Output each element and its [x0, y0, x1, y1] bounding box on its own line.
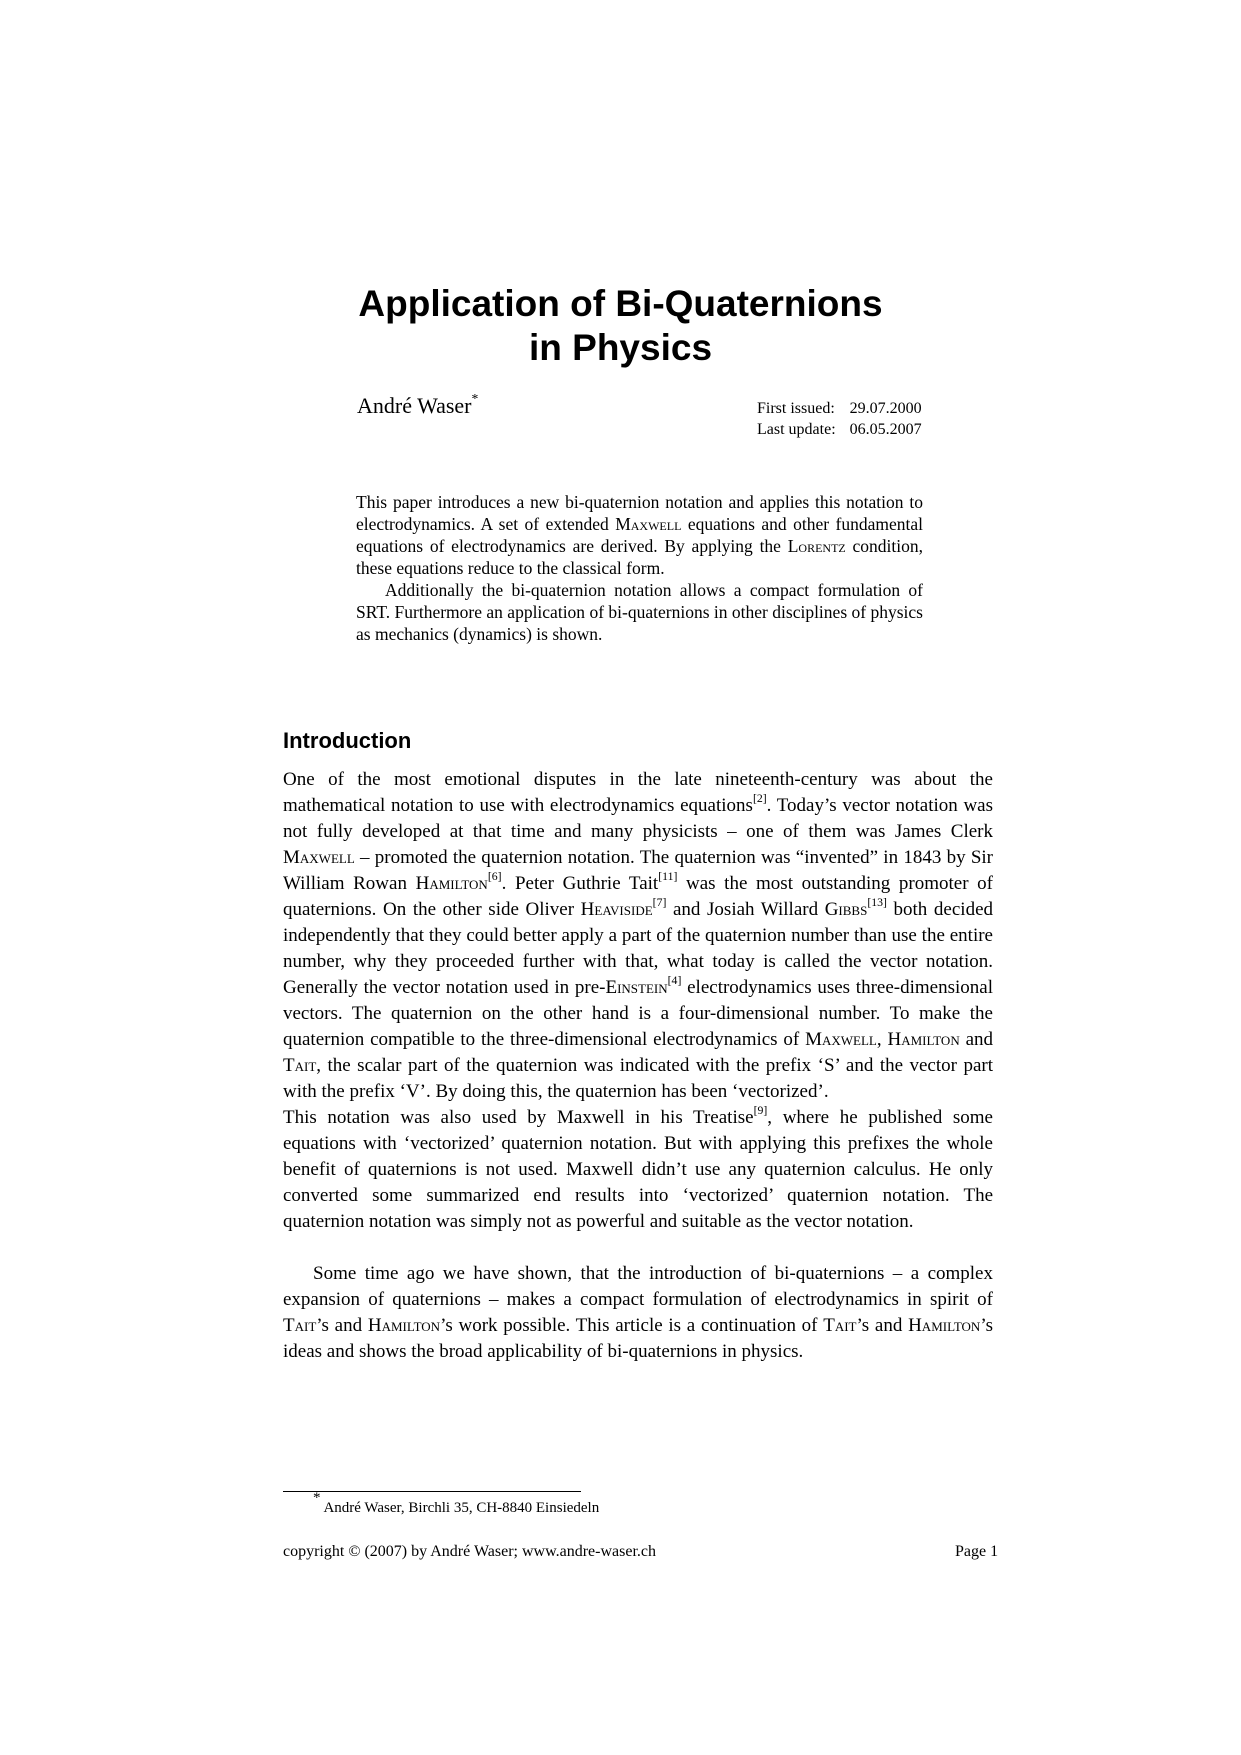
body-text: ’s ideas and shows the broad applicability of bi-quaternions in physics.: [283, 1315, 993, 1362]
footer-page-number: Page 1: [955, 1543, 999, 1560]
body-text: . Today’s vector notation was not fully developed at that time and many physicists – one of them was James Clerk: [283, 795, 993, 842]
author: [357, 390, 479, 419]
name-tait: Tait: [283, 1055, 317, 1076]
abstract-text: equations and other fundamental equations of electrodynamics are derived. By applying the: [356, 514, 923, 556]
introduction-body: [283, 767, 993, 1365]
last-update-row: [757, 419, 922, 440]
body-text: This notation was also used by Maxwell in his Treatise: [283, 1107, 754, 1128]
name-heaviside: Heaviside: [580, 899, 653, 920]
footer-copyright: copyright © (2007) by André Waser; www.andre-waser.ch: [283, 1543, 656, 1560]
body-text: One of the most emotional disputes in the late nineteenth-century was about the mathematical notation to use with electrodynamics equations: [283, 769, 993, 816]
citation-ref: [11]: [658, 869, 678, 883]
body-text: ’s and: [856, 1315, 909, 1336]
citation-ref: [9]: [753, 1103, 768, 1117]
name-hamilton: Hamilton: [908, 1315, 981, 1336]
body-text: – promoted the quaternion notation. The quaternion was “invented” in 1843 by Sir William Rowan: [283, 847, 993, 894]
name-hamilton: Hamilton: [887, 1029, 960, 1050]
introduction-paragraph-2: [283, 1105, 993, 1235]
abstract-text: condition, these equations reduce to the classical form.: [356, 536, 923, 578]
body-text: , the scalar part of the quaternion was indicated with the prefix ‘S’ and the vector part with the prefix ‘V’. By doing this, the quaternion has been ‘vectorized’.: [283, 1055, 993, 1102]
footnote: [313, 1489, 600, 1517]
abstract: [356, 491, 923, 645]
abstract-text: This paper introduces a new bi-quaternion notation and applies this notation to electrodynamics. A set of extended: [356, 492, 923, 534]
name-maxwell: Maxwell: [805, 1029, 877, 1050]
footnote-marker: *: [313, 1489, 321, 1506]
citation-ref: [6]: [487, 869, 502, 883]
citation-ref: [7]: [652, 895, 667, 909]
name-gibbs: Gibbs: [824, 899, 868, 920]
name-maxwell: Maxwell: [283, 847, 355, 868]
abstract-paragraph-1: [356, 491, 923, 579]
name-maxwell: Maxwell: [615, 514, 682, 534]
citation-ref: [2]: [752, 791, 767, 805]
body-text: and Josiah Willard: [666, 899, 825, 920]
footnote-divider: [283, 1491, 581, 1492]
last-update-value: 06.05.2007: [849, 421, 922, 438]
author-name: André Waser: [357, 393, 472, 418]
body-text: , where he published some equations with ‘vectorized’ quaternion notation. But with applying this prefixes the whole benefit of quaternions is not used. Maxwell didn’t use any quaternion calculus. He only converted some summarized end results into ‘vectorized’ quaternion notation. The quaternion notation was simply not as powerful and suitable as the vector notation.: [283, 1107, 993, 1232]
introduction-paragraph-1: [283, 767, 993, 1105]
name-hamilton: Hamilton: [415, 873, 488, 894]
body-text: electrodynamics uses three-dimensional vectors. The quaternion on the other hand is a four-dimensional number. To make the quaternion compatible to the three-dimensional electrodynamics of: [283, 977, 993, 1050]
first-issued-row: [757, 398, 922, 419]
title-line-1: Application of Bi-Quaternions: [358, 283, 883, 324]
paper-title: [0, 282, 1241, 370]
name-tait: Tait: [283, 1315, 317, 1336]
first-issued-label: First issued:: [757, 400, 835, 417]
body-text: . Peter Guthrie Tait: [501, 873, 659, 894]
body-text: ,: [876, 1029, 888, 1050]
name-tait: Tait: [823, 1315, 857, 1336]
body-text: both decided independently that they could better apply a part of the quaternion number than use the entire number, why they proceeded further with that, what today is called the vector notation. Generally the vector notation used in pre-: [283, 899, 993, 998]
body-text: Some time ago we have shown, that the introduction of bi-quaternions – a complex expansion of quaternions – makes a compact formulation of electrodynamics in spirit of: [283, 1263, 993, 1310]
body-text: was the most outstanding promoter of quaternions. On the other side Oliver: [283, 873, 993, 920]
dates-table: [757, 398, 922, 440]
first-issued-value: 29.07.2000: [849, 400, 922, 417]
body-text: ’s work possible. This article is a continuation of: [440, 1315, 824, 1336]
footnote-text: André Waser, Birchli 35, CH-8840 Einsiedeln: [323, 1500, 600, 1516]
name-hamilton: Hamilton: [367, 1315, 441, 1336]
name-lorentz: Lorentz: [787, 536, 846, 556]
body-text: and: [959, 1029, 994, 1050]
last-update-label: Last update:: [757, 421, 836, 438]
section-heading-introduction: Introduction: [283, 728, 412, 753]
citation-ref: [4]: [667, 973, 682, 987]
name-einstein: Einstein: [605, 977, 668, 998]
author-footnote-marker: *: [471, 390, 479, 406]
publication-dates: [757, 398, 922, 440]
body-text: ’s and: [316, 1315, 368, 1336]
abstract-paragraph-2: Additionally the bi-quaternion notation allows a compact formulation of SRT. Furthermore an application of bi-quaternions in other disciplines of physics as mechanics (dynamics) is shown.: [356, 580, 923, 644]
title-line-2: in Physics: [528, 327, 713, 368]
introduction-paragraph-3: [283, 1261, 993, 1365]
citation-ref: [13]: [867, 895, 887, 909]
